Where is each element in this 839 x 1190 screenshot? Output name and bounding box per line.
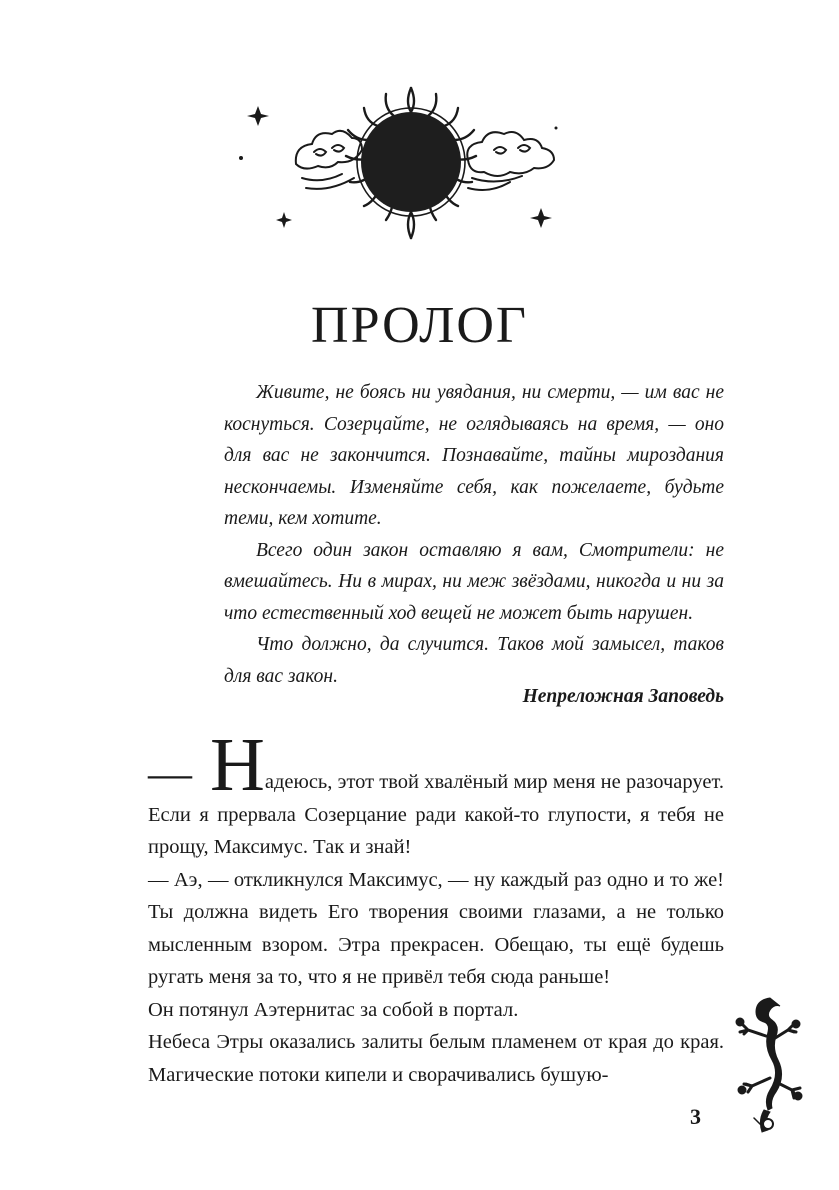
epigraph-paragraph: Что должно, да случится. Таков мой замысел, таков для вас закон. xyxy=(224,634,724,687)
lizard-icon xyxy=(730,992,805,1137)
first-paragraph-text: адеюсь, этот твой хвалёный мир меня не разочарует. Если я прервала Созерцание ради какой-то глупости, я тебя не прощу, Максимус. Так и знай! xyxy=(148,771,724,858)
opening-dash: — xyxy=(148,749,190,798)
epigraph-paragraph: Живите, не боясь ни увядания, ни смерти, — им вас не коснуться. Созерцайте, не оглядываясь на время, — оно для вас не закончится. Познавайте, тайны мироздания нескончаемы. Изменяйте себя, как пожелаете, будьте теми, кем хотите. xyxy=(224,382,724,529)
body-paragraph: Он потянул Аэтернитас за собой в портал. xyxy=(148,998,519,1021)
epigraph-signature: Непреложная Заповедь xyxy=(522,686,724,707)
epigraph-paragraph: Всего один закон оставляю я вам, Смотрители: не вмешайтесь. Ни в мирах, ни меж звёздами, никогда и ни за что естественный ход вещей не может быть нарушен. xyxy=(224,539,724,624)
main-text xyxy=(148,723,724,1091)
drop-cap: Н xyxy=(210,723,265,807)
body-paragraph: — Аэ, — откликнулся Максимус, — ну каждый раз одно и то же! Ты должна видеть Его творения своими глазами, а не только мысленным взором. Этра прекрасен. Обещаю, ты ещё будешь ругать меня за то, что я не привёл тебя сюда раньше! xyxy=(148,868,724,988)
body-paragraph: Небеса Этры оказались залиты белым пламенем от края до края. Магические потоки кипели и сворачивались бушую- xyxy=(148,1031,724,1086)
first-paragraph xyxy=(148,723,724,864)
epigraph xyxy=(224,377,724,692)
page-number: 3 xyxy=(690,1104,701,1129)
eclipse-sun-clouds-icon xyxy=(236,78,586,248)
chapter-title: ПРОЛОГ xyxy=(311,297,528,354)
